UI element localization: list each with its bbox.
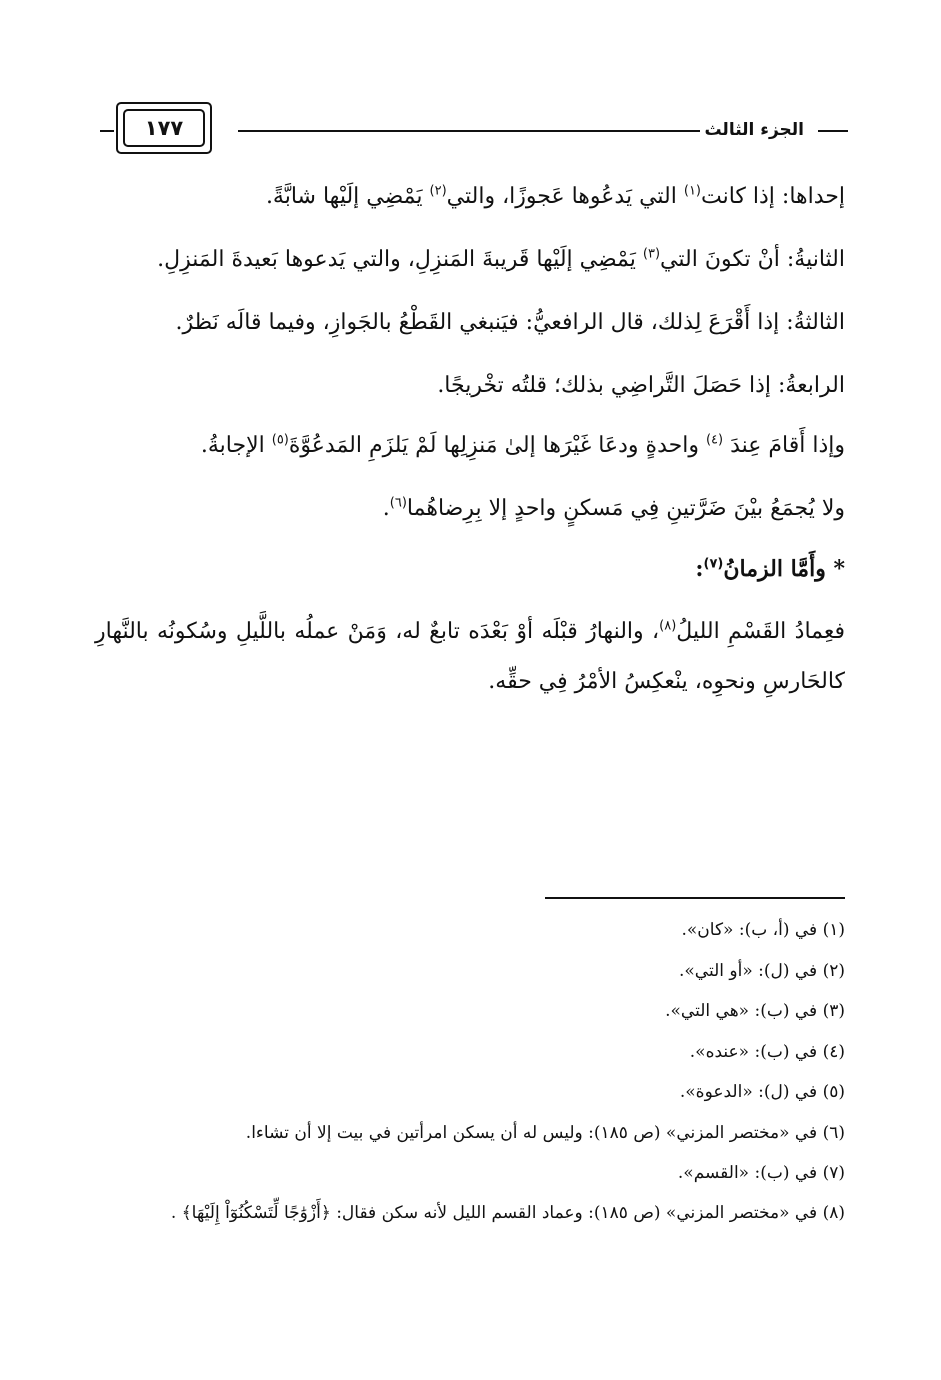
text-run: . bbox=[382, 496, 390, 521]
text-run: ، والنهارُ قبْلَه أوْ بَعْدَه تابعٌ له، وَمَنْ عملُه باللَّيلِ وسُكونُه بالنَّهارِ كالحَارسِ ونحوِه، ينْعكِسُ الأمْرُ فِي حقِّه. bbox=[95, 619, 845, 694]
text-run: واحدةٍ ودعَا غَيْرَها إلىٰ مَنزِلِها لَمْ يَلزَمِ المَدعُوَّةَ bbox=[288, 433, 706, 458]
footnote-ref-5[interactable]: (٥) bbox=[271, 432, 289, 448]
main-text bbox=[95, 172, 845, 720]
footnote-ref-1[interactable]: (١) bbox=[683, 183, 701, 199]
header-rule-left bbox=[100, 130, 114, 132]
subheading-time bbox=[95, 544, 845, 594]
footnote-ref-6[interactable]: (٦) bbox=[389, 495, 407, 511]
footnote-ref-8[interactable]: (٨) bbox=[659, 618, 677, 634]
section-title: الجزء الثالث bbox=[700, 116, 808, 144]
paragraph-first-case bbox=[95, 172, 845, 222]
paragraph-fourth-case: الرابعةُ: إذا حَصَلَ التَّراضِي بذلك؛ قلتُه تخْريجًا. bbox=[437, 373, 845, 398]
text-run: التي يَدعُوها عَجوزًا، والتي bbox=[446, 184, 684, 209]
footnote-ref-2[interactable]: (٢) bbox=[429, 183, 447, 199]
footnotes bbox=[95, 910, 845, 1232]
footnote-ref-7[interactable]: (٧) bbox=[703, 556, 724, 572]
paragraph-third-case: الثالثةُ: إذا أَقْرَعَ لِذلك، قال الرافعيُّ: فيَنبغي القَطْعُ بالجَوازِ، وفيما قالَه نَظرٌ. bbox=[175, 310, 845, 335]
header-rule-right bbox=[818, 130, 848, 132]
footnote-2: (٢) في (ل): «أو التي». bbox=[678, 960, 845, 981]
text-run: يَمْضِي إلَيْها قَريبةَ المَنزِلِ، والتي يَدعوها بَعيدةَ المَنزِلِ. bbox=[157, 247, 643, 272]
text-run: يَمْضِي إلَيْها شابَّةً. bbox=[265, 184, 430, 209]
text-run: إحداها: إذا كانت bbox=[701, 184, 845, 209]
footnote-ref-4[interactable]: (٤) bbox=[705, 432, 724, 448]
paragraph-second-case bbox=[95, 235, 845, 285]
paragraph-cowives bbox=[95, 484, 845, 534]
header-rule-middle bbox=[238, 130, 710, 132]
text-run: الثانيةُ: أنْ تكونَ التي bbox=[660, 247, 845, 272]
page-number: ١٧٧ bbox=[123, 109, 205, 147]
footnote-4: (٤) في (ب): «عنده». bbox=[689, 1041, 845, 1062]
text-run: : bbox=[695, 556, 704, 582]
text-run: وإذا أَقامَ عِندَ bbox=[723, 433, 845, 458]
text-run: * وأَمَّا الزمانُ bbox=[723, 556, 845, 582]
footnote-1: (١) في (أ، ب): «كان». bbox=[681, 920, 845, 940]
text-run: ولا يُجمَعُ بيْنَ ضَرَّتينِ فِي مَسكنٍ واحدٍ إلا بِرِضاهُما bbox=[406, 496, 845, 521]
footnote-6: (٦) في «مختصر المزني» (ص ١٨٥): وليس له أن يسكن امرأتين في بيت إلا أن تشاءا. bbox=[245, 1122, 845, 1143]
paragraph-night-basis bbox=[95, 607, 845, 707]
paragraph-invitation bbox=[95, 421, 845, 471]
text-run: الإجابةُ. bbox=[200, 433, 272, 458]
footnote-separator bbox=[545, 897, 845, 899]
footnote-7: (٧) في (ب): «القسم». bbox=[677, 1163, 845, 1183]
text-run: فعِمادُ القَسْمِ الليلُ bbox=[676, 619, 845, 644]
running-header bbox=[100, 100, 848, 164]
footnote-ref-3[interactable]: (٣) bbox=[642, 246, 661, 262]
footnote-3: (٣) في (ب): «هي التي». bbox=[665, 1001, 845, 1021]
footnote-5: (٥) في (ل): «الدعوة». bbox=[679, 1082, 845, 1102]
page-number-frame bbox=[116, 102, 212, 154]
footnote-8: (٨) في «مختصر المزني» (ص ١٨٥): وعماد القسم الليل لأنه سكن فقال: ﴿أَزْوَٰجًا لِّتَسْكُنُوٓاْ إِلَيْهَا﴾ . bbox=[170, 1202, 845, 1223]
